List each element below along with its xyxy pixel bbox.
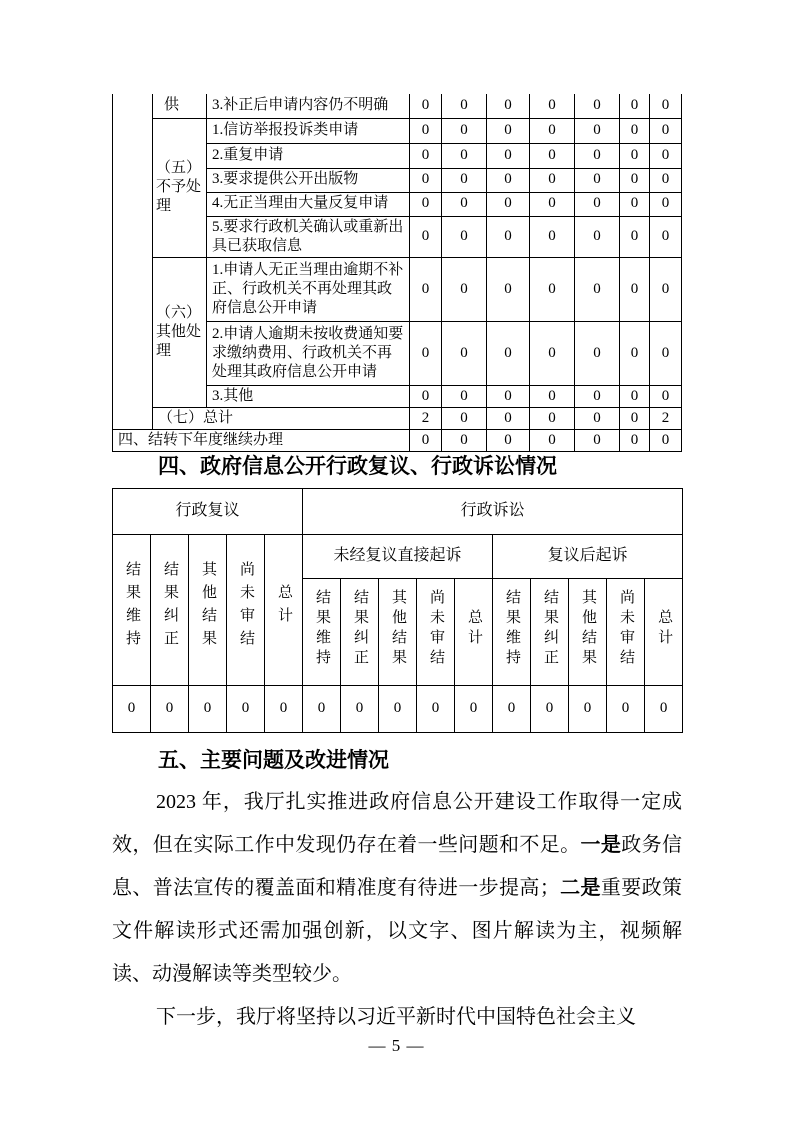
value-cell: 0 <box>442 408 487 430</box>
item-cell: 1.申请人无正当理由逾期不补正、行政机关不再处理其政府信息公开申请 <box>207 257 410 321</box>
value-cell: 0 <box>487 216 530 257</box>
value-cell: 0 <box>265 686 303 733</box>
value-cell: 0 <box>530 143 575 168</box>
col-label: 结果维持 <box>504 588 521 669</box>
value-cell: 0 <box>575 430 620 452</box>
review-outcome-col-upheld <box>113 535 151 686</box>
section4-heading: 四、政府信息公开行政复议、行政诉讼情况 <box>158 455 557 478</box>
value-cell: 0 <box>442 192 487 216</box>
value-cell: 0 <box>410 168 442 192</box>
review-outcome-col-other <box>189 535 227 686</box>
col-label: 结果纠正 <box>352 588 369 669</box>
total-label-cell: （七）总计 <box>153 408 410 430</box>
table-row <box>113 94 682 118</box>
value-cell: 0 <box>620 385 650 407</box>
value-cell: 0 <box>650 168 682 192</box>
item-cell: 4.无正当理由大量反复申请 <box>207 192 410 216</box>
col-label: 结果纠正 <box>162 560 178 653</box>
table-header-row <box>113 489 683 535</box>
value-cell: 0 <box>442 321 487 385</box>
value-cell: 0 <box>442 430 487 452</box>
post-review-suit-header-cell: 复议后起诉 <box>493 535 683 579</box>
value-cell: 0 <box>575 216 620 257</box>
review-outcome-col-corrected <box>151 535 189 686</box>
value-cell: 0 <box>575 118 620 143</box>
col-label: 总计 <box>656 608 673 649</box>
value-cell: 0 <box>189 686 227 733</box>
value-cell: 0 <box>341 686 379 733</box>
value-cell: 0 <box>442 94 487 118</box>
direct-suit-col-pending <box>417 579 455 686</box>
value-cell: 0 <box>410 385 442 407</box>
para-text: 2023 年，我厅扎实推进政府信息公开建设工作取得一定成效，但在实际工作中发现仍存在着一些问题和不足。 <box>112 791 682 856</box>
value-cell: 0 <box>620 94 650 118</box>
value-cell: 0 <box>487 118 530 143</box>
para-text: 政务信息、普法宣传的覆盖面和精准度有待进一步提高； <box>112 834 683 899</box>
value-cell: 2 <box>650 408 682 430</box>
value-cell: 0 <box>650 257 682 321</box>
para-text: 重要政策文件解读形式还需加强创新，以文字、图片解读为主，视频解读、动漫解读等类型较少。 <box>112 877 683 985</box>
table-row <box>113 118 682 143</box>
value-cell: 0 <box>442 118 487 143</box>
review-outcome-col-total <box>265 535 303 686</box>
value-cell: 0 <box>487 385 530 407</box>
value-cell: 0 <box>487 94 530 118</box>
col-label: 结果维持 <box>314 588 331 669</box>
value-cell: 0 <box>575 321 620 385</box>
review-outcome-col-pending <box>227 535 265 686</box>
section5-heading: 五、主要问题及改进情况 <box>158 749 389 772</box>
table-data-row <box>113 686 683 733</box>
litigation-header-cell: 行政诉讼 <box>303 489 683 535</box>
value-cell: 0 <box>575 168 620 192</box>
value-cell: 0 <box>620 192 650 216</box>
direct-suit-col-upheld <box>303 579 341 686</box>
value-cell: 0 <box>645 686 683 733</box>
value-cell: 0 <box>530 385 575 407</box>
value-cell: 0 <box>410 94 442 118</box>
col-label: 总计 <box>466 608 483 649</box>
post-review-col-total <box>645 579 683 686</box>
value-cell: 0 <box>530 216 575 257</box>
group-cell-g4: 供 <box>153 94 207 118</box>
value-cell: 0 <box>650 118 682 143</box>
group-cell-g5: （五）不予处理 <box>153 118 207 257</box>
value-cell: 0 <box>575 192 620 216</box>
left-continuation-cell <box>113 94 153 430</box>
value-cell: 0 <box>113 686 151 733</box>
value-cell: 0 <box>227 686 265 733</box>
col-label: 其他结果 <box>580 588 597 669</box>
section3-processing-results-table <box>112 94 682 452</box>
col-label: 结果维持 <box>124 560 140 653</box>
value-cell: 0 <box>530 118 575 143</box>
value-cell: 0 <box>607 686 645 733</box>
value-cell: 0 <box>575 385 620 407</box>
col-label: 尚未审结 <box>238 560 254 653</box>
value-cell: 0 <box>410 216 442 257</box>
value-cell: 0 <box>575 257 620 321</box>
value-cell: 0 <box>531 686 569 733</box>
value-cell: 0 <box>650 321 682 385</box>
col-label: 结果纠正 <box>542 588 559 669</box>
para-emphasis-second: 二是 <box>559 877 601 899</box>
value-cell: 0 <box>620 321 650 385</box>
value-cell: 0 <box>620 216 650 257</box>
col-label: 其他结果 <box>390 588 407 669</box>
value-cell: 0 <box>530 257 575 321</box>
value-cell: 0 <box>410 321 442 385</box>
item-cell: 3.要求提供公开出版物 <box>207 168 410 192</box>
value-cell: 0 <box>487 192 530 216</box>
direct-suit-col-other <box>379 579 417 686</box>
value-cell: 0 <box>379 686 417 733</box>
value-cell: 0 <box>620 168 650 192</box>
value-cell: 0 <box>151 686 189 733</box>
carryover-label-cell: 四、结转下年度继续办理 <box>113 430 410 452</box>
value-cell: 0 <box>530 321 575 385</box>
post-review-col-other <box>569 579 607 686</box>
value-cell: 0 <box>410 430 442 452</box>
value-cell: 0 <box>650 192 682 216</box>
value-cell: 0 <box>575 94 620 118</box>
item-cell: 3.其他 <box>207 385 410 407</box>
direct-suit-header-cell: 未经复议直接起诉 <box>303 535 493 579</box>
paragraph-problems <box>112 781 682 996</box>
value-cell: 0 <box>530 94 575 118</box>
value-cell: 0 <box>442 385 487 407</box>
section4-review-litigation-table <box>112 488 683 733</box>
value-cell: 0 <box>487 143 530 168</box>
value-cell: 0 <box>530 430 575 452</box>
review-header-cell: 行政复议 <box>113 489 303 535</box>
group-cell-g6: （六）其他处理 <box>153 257 207 407</box>
item-cell: 2.申请人逾期未按收费通知要求缴纳费用、行政机关不再处理其政府信息公开申请 <box>207 321 410 385</box>
value-cell: 0 <box>442 216 487 257</box>
value-cell: 0 <box>303 686 341 733</box>
table-row-total <box>113 408 682 430</box>
value-cell: 0 <box>620 408 650 430</box>
value-cell: 0 <box>650 143 682 168</box>
table-row <box>113 257 682 321</box>
value-cell: 0 <box>620 257 650 321</box>
value-cell: 0 <box>487 257 530 321</box>
post-review-col-pending <box>607 579 645 686</box>
value-cell: 0 <box>442 168 487 192</box>
value-cell: 0 <box>487 430 530 452</box>
value-cell: 0 <box>410 143 442 168</box>
value-cell: 0 <box>650 385 682 407</box>
value-cell: 0 <box>493 686 531 733</box>
value-cell: 0 <box>650 430 682 452</box>
value-cell: 0 <box>575 143 620 168</box>
post-review-col-upheld <box>493 579 531 686</box>
value-cell: 0 <box>487 168 530 192</box>
para-emphasis-first: 一是 <box>580 834 622 856</box>
item-cell: 3.补正后申请内容仍不明确 <box>207 94 410 118</box>
item-cell: 5.要求行政机关确认或重新出具已获取信息 <box>207 216 410 257</box>
value-cell: 0 <box>410 192 442 216</box>
value-cell: 0 <box>530 408 575 430</box>
value-cell: 0 <box>620 118 650 143</box>
value-cell: 0 <box>575 408 620 430</box>
value-cell: 0 <box>410 118 442 143</box>
col-label: 尚未审结 <box>428 588 445 669</box>
value-cell: 0 <box>417 686 455 733</box>
value-cell: 0 <box>442 143 487 168</box>
value-cell: 0 <box>455 686 493 733</box>
item-cell: 2.重复申请 <box>207 143 410 168</box>
direct-suit-col-total <box>455 579 493 686</box>
col-label: 其他结果 <box>200 560 216 653</box>
paragraph-next-steps: 下一步，我厅将坚持以习近平新时代中国特色社会主义 <box>156 1006 636 1028</box>
col-label: 尚未审结 <box>618 588 635 669</box>
table-subheader-row <box>113 535 683 579</box>
value-cell: 0 <box>410 257 442 321</box>
post-review-col-corrected <box>531 579 569 686</box>
value-cell: 0 <box>487 408 530 430</box>
section5-body <box>112 781 682 1039</box>
value-cell: 0 <box>650 94 682 118</box>
value-cell: 0 <box>530 168 575 192</box>
col-label: 总计 <box>276 583 293 630</box>
value-cell: 0 <box>487 321 530 385</box>
value-cell: 0 <box>650 216 682 257</box>
value-cell: 0 <box>620 430 650 452</box>
value-cell: 0 <box>620 143 650 168</box>
value-cell: 0 <box>569 686 607 733</box>
page-number: — 5 — <box>368 1036 425 1055</box>
value-cell: 0 <box>530 192 575 216</box>
table-row-carryover <box>113 430 682 452</box>
direct-suit-col-corrected <box>341 579 379 686</box>
value-cell: 0 <box>442 257 487 321</box>
value-cell: 2 <box>410 408 442 430</box>
item-cell: 1.信访举报投诉类申请 <box>207 118 410 143</box>
